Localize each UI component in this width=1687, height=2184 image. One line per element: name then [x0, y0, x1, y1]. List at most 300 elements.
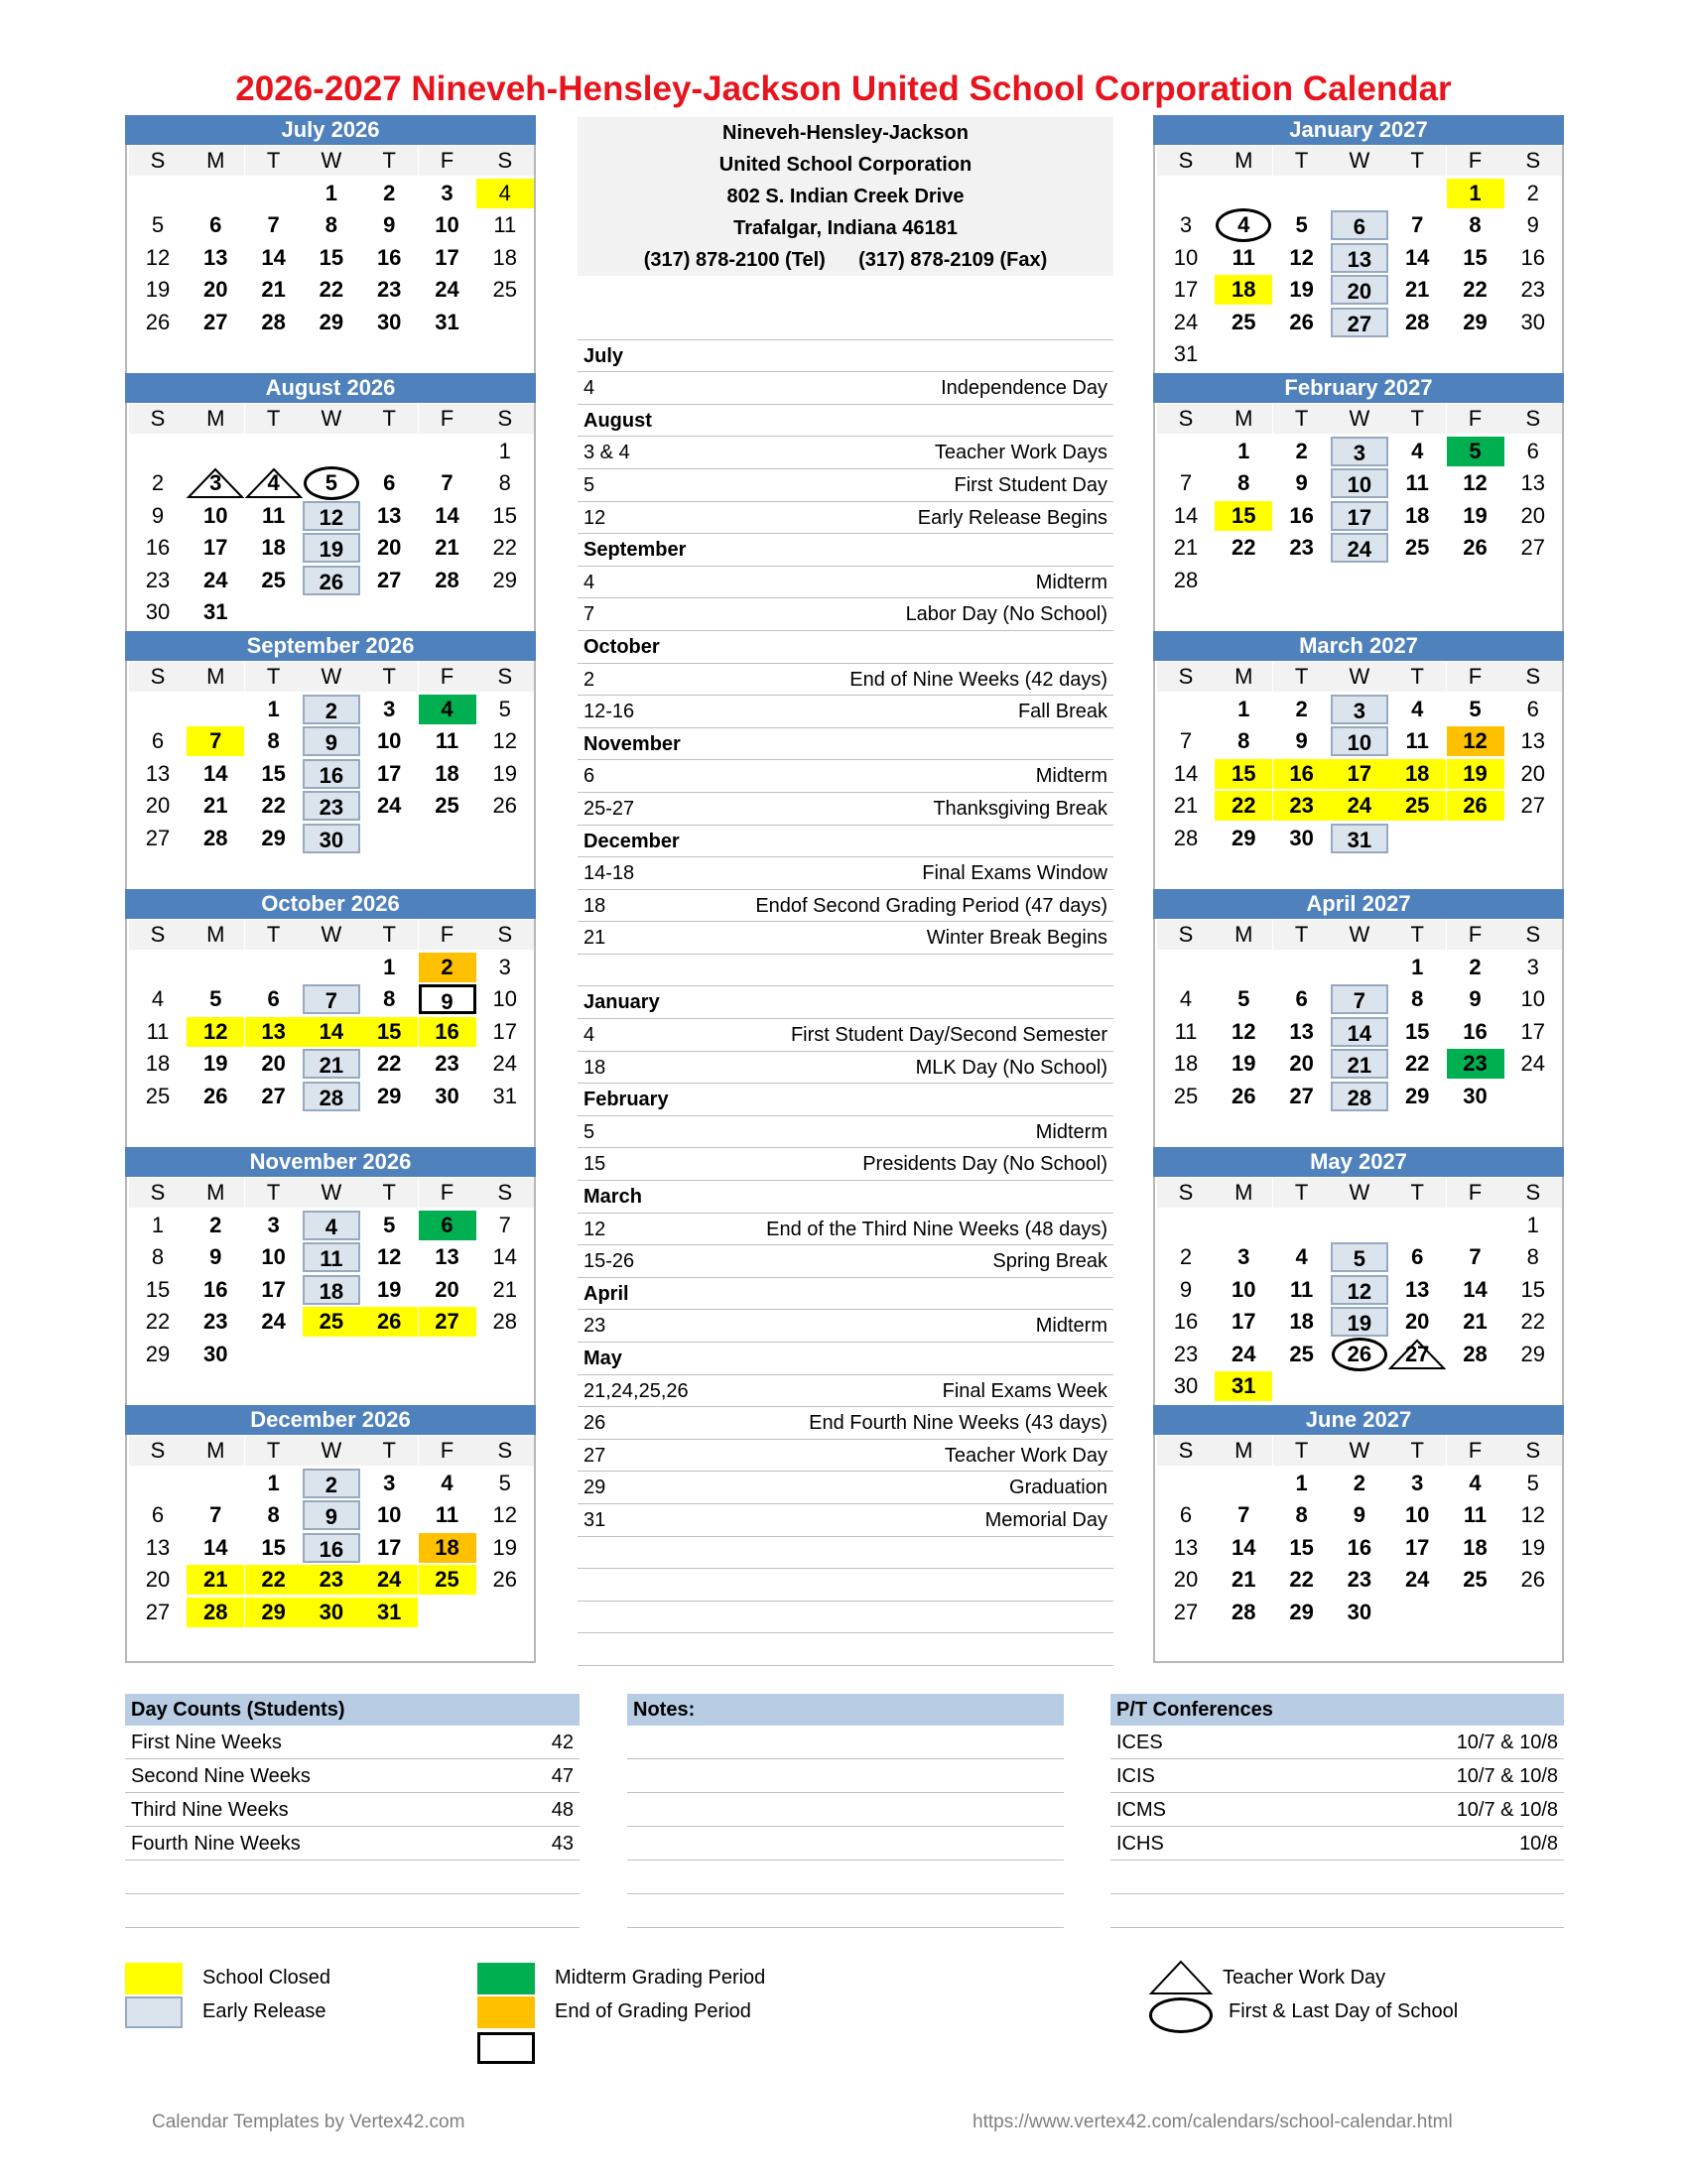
month-grid [125, 661, 536, 889]
weekday-label: T [1388, 1436, 1446, 1466]
calendar-day: 11 [1405, 470, 1429, 496]
event-date: 4 [584, 1024, 595, 1047]
calendar-day: 5 [151, 212, 165, 238]
event-row [578, 1116, 1113, 1149]
calendar-day: 26 [1232, 1083, 1256, 1108]
weekday-label: W [303, 662, 360, 692]
calendar-day: 5 [1447, 437, 1504, 466]
month-header: October 2026 [125, 889, 536, 919]
calendar-day: 1 [267, 1471, 280, 1495]
calendar-day: 29 [1463, 309, 1488, 334]
calendar-day: 15 [1404, 1018, 1430, 1044]
event-row [578, 760, 1113, 793]
event-date: 15-26 [584, 1250, 635, 1273]
calendar-day: 7 [441, 470, 454, 496]
calendar-day: 4 [1469, 1471, 1482, 1495]
weekday-label: T [360, 662, 418, 692]
calendar-day: 25 [1173, 1083, 1199, 1108]
calendar-day: 17 [1173, 277, 1199, 303]
event-row [578, 469, 1113, 502]
calendar-day: 14 [261, 244, 286, 270]
calendar-day: 28 [1331, 1082, 1388, 1111]
calendar-day: 4 [1237, 212, 1250, 238]
event-row [578, 598, 1113, 631]
calendar-day: 30 [376, 309, 402, 334]
weekday-label: M [187, 1436, 244, 1466]
calendar-day: 21 [1173, 535, 1199, 561]
month-calendar [1153, 1405, 1564, 1663]
event-row [578, 922, 1113, 955]
calendar-day: 17 [261, 1276, 286, 1302]
weekday-label: M [187, 146, 244, 176]
month-header: September 2026 [125, 631, 536, 661]
event-name: Endof Second Grading Period (47 days) [755, 894, 1107, 917]
weekday-label: T [245, 146, 303, 176]
calendar-day: 1 [1526, 1213, 1539, 1237]
calendar-day: 10 [261, 1244, 286, 1270]
row-value: 43 [551, 1833, 574, 1855]
calendar-day: 3 [498, 955, 511, 979]
event-date: 15 [584, 1153, 606, 1176]
month-calendar [1153, 1147, 1564, 1405]
calendar-day: 3 [267, 1213, 280, 1237]
calendar-day: 30 [1289, 825, 1314, 850]
calendar-day: 20 [1520, 502, 1546, 528]
calendar-day: 19 [1232, 1051, 1256, 1077]
event-month-heading [578, 1343, 1113, 1375]
calendar-day: 18 [145, 1051, 171, 1077]
calendar-day: 31 [1215, 1371, 1272, 1401]
calendar-day: 22 [145, 1309, 171, 1335]
month-header: May 2027 [1153, 1147, 1564, 1177]
calendar-day: 26 [492, 1567, 518, 1593]
event-month-heading [578, 826, 1113, 858]
calendar-day: 21 [261, 277, 286, 303]
calendar-day: 1 [1447, 179, 1504, 208]
calendar-day: 24 [1520, 1051, 1546, 1077]
calendar-day: 2 [419, 953, 476, 982]
event-row [578, 1569, 1113, 1602]
calendar-day: 10 [203, 502, 228, 528]
month-grid [125, 403, 536, 631]
event-row [578, 1440, 1113, 1473]
calendar-day: 15 [261, 1534, 286, 1560]
calendar-day: 19 [1520, 1534, 1546, 1560]
calendar-day: 2 [303, 1469, 360, 1498]
calendar-day: 9 [303, 1500, 360, 1530]
event-name: Labor Day (No School) [905, 603, 1107, 626]
calendar-day: 17 [1331, 759, 1388, 789]
calendar-day: 22 [1404, 1051, 1430, 1077]
weekday-label: S [129, 146, 187, 176]
event-date: 5 [584, 1120, 595, 1143]
weekday-label: M [187, 662, 244, 692]
weekday-label: M [187, 1178, 244, 1208]
event-row [578, 1019, 1113, 1052]
weekday-label: M [187, 404, 244, 434]
calendar-day: 10 [1331, 726, 1388, 756]
event-month-heading [578, 1084, 1113, 1116]
weekday-label: F [1447, 1178, 1504, 1208]
weekday-label: T [1273, 1436, 1331, 1466]
notes-table [627, 1694, 1064, 1928]
calendar-day: 20 [1173, 1567, 1199, 1593]
calendar-day: 27 [203, 309, 228, 334]
weekday-label: T [1273, 146, 1331, 176]
calendar-day: 29 [1232, 825, 1256, 850]
event-row [578, 1214, 1113, 1246]
calendar-day: 13 [1173, 1534, 1199, 1560]
calendar-day: 29 [145, 1341, 171, 1366]
calendar-day: 4 [441, 1471, 454, 1495]
calendar-day: 7 [1411, 212, 1424, 238]
calendar-day: 26 [1520, 1567, 1546, 1593]
weekday-label: M [1215, 1436, 1272, 1466]
event-month-heading [578, 728, 1113, 761]
table-row [1110, 1759, 1564, 1793]
event-date: November [584, 732, 681, 755]
event-month-heading [578, 534, 1113, 567]
event-month-heading [578, 1278, 1113, 1311]
weekday-label: T [360, 1178, 418, 1208]
calendar-day: 29 [492, 567, 518, 592]
weekday-label: T [360, 404, 418, 434]
calendar-day: 23 [376, 277, 402, 303]
row-label: ICES [1116, 1732, 1163, 1753]
calendar-day: 12 [492, 728, 518, 754]
calendar-day: 17 [376, 760, 402, 786]
calendar-day: 1 [324, 181, 338, 205]
calendar-day: 4 [1411, 439, 1424, 463]
calendar-day: 25 [419, 1565, 476, 1595]
event-date: 21,24,25,26 [584, 1379, 689, 1402]
calendar-day: 3 [1179, 212, 1193, 238]
calendar-day: 21 [1232, 1567, 1256, 1593]
event-date: 27 [584, 1444, 606, 1467]
calendar-day: 26 [203, 1083, 228, 1108]
calendar-day: 2 [1295, 439, 1308, 463]
calendar-day: 4 [419, 695, 476, 724]
calendar-day: 3 [383, 1471, 396, 1495]
row-label: Third Nine Weeks [131, 1799, 289, 1821]
month-grid [1153, 919, 1564, 1147]
school-info-box [578, 117, 1113, 276]
calendar-day: 18 [1404, 502, 1430, 528]
weekday-label: S [476, 1178, 534, 1208]
event-name: Memorial Day [984, 1508, 1107, 1531]
month-grid [1153, 403, 1564, 631]
calendar-day: 18 [1463, 1534, 1488, 1560]
month-header: July 2026 [125, 115, 536, 145]
event-row [578, 308, 1113, 340]
weekday-label: F [419, 1436, 476, 1466]
calendar-day: 6 [1526, 439, 1539, 463]
calendar-day: 8 [267, 1502, 280, 1528]
legend-early-swatch [125, 1996, 183, 2028]
event-row [578, 793, 1113, 826]
table-row [627, 1793, 1064, 1827]
calendar-day: 21 [1463, 1309, 1488, 1335]
calendar-day: 24 [1173, 309, 1199, 334]
weekday-label: S [129, 1436, 187, 1466]
calendar-day: 3 [1237, 1244, 1250, 1270]
row-label: ICHS [1116, 1833, 1164, 1855]
calendar-day: 9 [1469, 986, 1482, 1012]
calendar-day: 31 [435, 309, 459, 334]
legend-midterm-swatch [477, 1963, 535, 1994]
calendar-day: 31 [1331, 824, 1388, 853]
event-row [578, 1245, 1113, 1278]
weekday-label: T [1388, 920, 1446, 950]
circle-icon [1149, 1997, 1213, 2033]
weekday-label: S [1504, 404, 1562, 434]
calendar-day: 9 [1295, 728, 1308, 754]
calendar-day: 29 [1404, 1083, 1430, 1108]
weekday-label: W [303, 404, 360, 434]
calendar-day: 10 [376, 728, 402, 754]
calendar-day: 8 [1237, 728, 1250, 754]
weekday-label: S [1157, 1178, 1215, 1208]
calendar-day: 2 [303, 695, 360, 724]
event-date: April [584, 1282, 629, 1305]
event-name: Final Exams Window [922, 862, 1107, 885]
calendar-day: 20 [261, 1051, 286, 1077]
calendar-day: 2 [1295, 697, 1308, 721]
calendar-day: 18 [261, 535, 286, 561]
month-grid [1153, 145, 1564, 373]
calendar-day: 9 [1179, 1276, 1193, 1302]
calendar-day: 26 [1347, 1341, 1372, 1366]
calendar-day: 27 [419, 1307, 476, 1337]
calendar-day: 29 [376, 1083, 402, 1108]
event-row [578, 437, 1113, 469]
month-calendar [125, 373, 536, 631]
table-row [627, 1861, 1064, 1894]
month-calendar [1153, 889, 1564, 1147]
calendar-day: 13 [245, 1017, 303, 1047]
school-info-line: 802 S. Indian Creek Drive [726, 186, 965, 207]
calendar-day: 2 [1179, 1244, 1193, 1270]
calendar-day: 27 [1520, 793, 1546, 819]
month-header: June 2027 [1153, 1405, 1564, 1435]
calendar-day: 6 [1179, 1502, 1193, 1528]
calendar-day: 28 [261, 309, 286, 334]
calendar-day: 23 [203, 1309, 228, 1335]
weekday-label: F [419, 1178, 476, 1208]
calendar-day: 15 [261, 760, 286, 786]
legend-first-last-day: First & Last Day of School [1229, 2000, 1459, 2022]
calendar-day: 20 [145, 1567, 171, 1593]
weekday-label: W [1331, 1436, 1388, 1466]
calendar-day: 11 [435, 728, 459, 754]
calendar-day: 5 [1469, 697, 1482, 721]
calendar-day: 28 [1173, 825, 1199, 850]
calendar-day: 30 [1463, 1083, 1488, 1108]
event-name: Presidents Day (No School) [862, 1153, 1107, 1176]
calendar-day: 8 [383, 986, 396, 1012]
calendar-day: 4 [267, 470, 280, 496]
calendar-day: 20 [1520, 760, 1546, 786]
calendar-day: 28 [203, 825, 228, 850]
table-row [1110, 1894, 1564, 1928]
calendar-day: 3 [383, 697, 396, 721]
calendar-day: 8 [498, 470, 511, 496]
calendar-day: 16 [419, 1017, 476, 1047]
calendar-day: 16 [1289, 502, 1314, 528]
calendar-day: 28 [492, 1309, 518, 1335]
school-info-line: Trafalgar, Indiana 46181 [733, 217, 958, 239]
calendar-day: 21 [1331, 1049, 1388, 1079]
calendar-day: 27 [1404, 1341, 1430, 1366]
weekday-label: T [360, 920, 418, 950]
month-grid [125, 1177, 536, 1405]
calendar-day: 6 [151, 728, 165, 754]
calendar-day: 27 [376, 567, 402, 592]
triangle-icon [1149, 1960, 1213, 1995]
calendar-day: 28 [1404, 309, 1430, 334]
event-name: Teacher Work Days [934, 442, 1107, 464]
calendar-day: 22 [492, 535, 518, 561]
calendar-day: 11 [303, 1242, 360, 1272]
calendar-day: 5 [498, 1471, 511, 1495]
legend-end-grading: End of Grading Period [555, 2000, 751, 2022]
calendar-day: 6 [419, 1211, 476, 1240]
event-name: Teacher Work Day [944, 1444, 1107, 1467]
calendar-day: 8 [1411, 986, 1424, 1012]
calendar-day: 12 [1447, 726, 1504, 756]
event-date: 21 [584, 927, 606, 950]
calendar-day: 5 [383, 1213, 396, 1237]
table-row [627, 1759, 1064, 1793]
calendar-day: 4 [151, 986, 165, 1012]
weekday-label: T [1273, 404, 1331, 434]
weekday-label: S [129, 920, 187, 950]
calendar-day: 14 [203, 1534, 228, 1560]
page-title: 2026-2027 Nineveh-Hensley-Jackson United School Corporation Calendar [235, 69, 1452, 108]
event-row [578, 567, 1113, 599]
event-row [578, 857, 1113, 890]
calendar-day: 19 [203, 1051, 228, 1077]
row-value: 10/7 & 10/8 [1456, 1799, 1558, 1821]
calendar-day: 13 [145, 1534, 171, 1560]
row-label: Second Nine Weeks [131, 1765, 311, 1787]
calendar-day: 8 [324, 212, 338, 238]
calendar-day: 4 [476, 179, 534, 208]
calendar-day: 14 [303, 1017, 360, 1047]
calendar-day: 24 [261, 1309, 286, 1335]
calendar-day: 13 [435, 1244, 459, 1270]
calendar-day: 26 [1463, 535, 1488, 561]
calendar-day: 25 [145, 1083, 171, 1108]
legend-teacher-work-day: Teacher Work Day [1223, 1967, 1386, 1989]
event-row [578, 955, 1113, 987]
calendar-day: 29 [1520, 1341, 1546, 1366]
weekday-label: S [1504, 1436, 1562, 1466]
event-name: Independence Day [941, 377, 1107, 400]
calendar-day: 17 [435, 244, 459, 270]
calendar-day: 19 [1289, 277, 1314, 303]
calendar-day: 25 [303, 1307, 360, 1337]
calendar-day: 28 [1232, 1599, 1256, 1624]
month-header: August 2026 [125, 373, 536, 403]
calendar-day: 23 [1520, 277, 1546, 303]
teacher-work-day-triangle [245, 467, 303, 499]
event-date: 29 [584, 1477, 606, 1499]
calendar-day: 30 [1347, 1599, 1372, 1624]
event-month-heading [578, 405, 1113, 438]
month-calendar [125, 1405, 536, 1663]
calendar-day: 23 [145, 567, 171, 592]
calendar-day: 18 [419, 1533, 476, 1563]
weekday-label: W [1331, 920, 1388, 950]
table-row [627, 1894, 1064, 1928]
row-value: 10/7 & 10/8 [1456, 1732, 1558, 1753]
calendar-day: 1 [1295, 1471, 1308, 1495]
event-name: Spring Break [992, 1250, 1107, 1273]
calendar-day: 7 [1179, 470, 1193, 496]
calendar-day: 7 [1237, 1502, 1250, 1528]
calendar-day: 14 [1331, 1017, 1388, 1047]
calendar-day: 4 [1295, 1244, 1308, 1270]
month-grid [125, 145, 536, 373]
calendar-day: 24 [376, 793, 402, 819]
calendar-day: 12 [187, 1017, 244, 1047]
calendar-day: 17 [1404, 1534, 1430, 1560]
calendar-day: 5 [1526, 1471, 1539, 1495]
calendar-day: 11 [493, 212, 517, 238]
weekday-label: S [1504, 146, 1562, 176]
weekday-label: F [1447, 920, 1504, 950]
calendar-day: 24 [1331, 791, 1388, 821]
calendar-day: 15 [1215, 759, 1272, 789]
calendar-day: 10 [435, 212, 459, 238]
table-row [1110, 1793, 1564, 1827]
calendar-day: 4 [303, 1211, 360, 1240]
table-row [627, 1827, 1064, 1861]
calendar-day: 3 [1411, 1471, 1424, 1495]
calendar-day: 17 [492, 1018, 518, 1044]
calendar-day: 11 [1289, 1276, 1314, 1302]
calendar-day: 7 [1331, 984, 1388, 1014]
calendar-day: 5 [1237, 986, 1250, 1012]
calendar-day: 24 [435, 277, 459, 303]
calendar-day: 30 [145, 599, 171, 624]
calendar-day: 20 [376, 535, 402, 561]
calendar-day: 26 [145, 309, 171, 334]
table-row [125, 1759, 580, 1793]
weekday-label: T [360, 146, 418, 176]
event-name: Fall Break [1017, 701, 1107, 723]
event-month-heading [578, 986, 1113, 1019]
legend-early-release: Early Release [202, 2000, 326, 2022]
event-name: Thanksgiving Break [933, 797, 1107, 820]
event-row [578, 696, 1113, 728]
event-name: First Student Day [954, 473, 1107, 496]
calendar-day: 12 [1331, 1275, 1388, 1305]
weekday-label: T [1388, 146, 1446, 176]
calendar-day: 11 [1463, 1502, 1488, 1528]
calendar-day: 16 [303, 759, 360, 789]
event-date: July [584, 344, 624, 367]
calendar-day: 12 [492, 1502, 518, 1528]
calendar-day: 22 [1232, 535, 1256, 561]
calendar-day: 25 [261, 567, 286, 592]
calendar-day: 8 [1237, 470, 1250, 496]
calendar-day: 21 [492, 1276, 518, 1302]
weekday-label: S [1504, 1178, 1562, 1208]
calendar-day: 22 [319, 277, 344, 303]
calendar-day: 31 [203, 599, 228, 624]
